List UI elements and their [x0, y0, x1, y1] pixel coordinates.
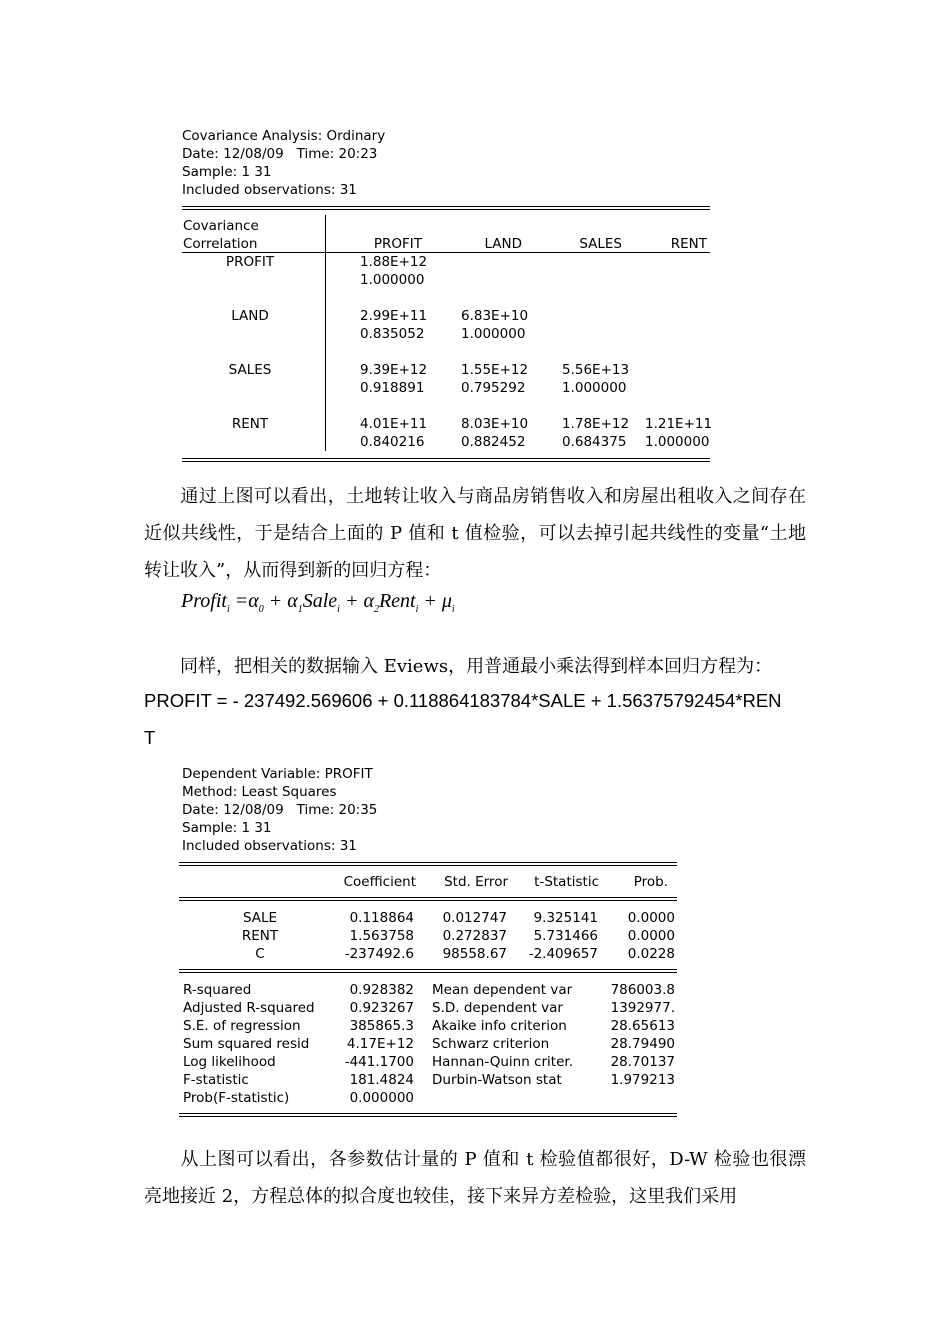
ls-prob: 0.0000 [627, 928, 675, 944]
ls-coefficient: 1.563758 [349, 928, 414, 944]
paragraph-3-text: 从上图可以看出，各参数估计量的 P 值和 t 检验值都很好，D-W 检验也很漂亮地接近 2，方程总体的拟合度也较佳，接下来异方差检验，这里我们采用 [144, 1149, 806, 1207]
cov-cell: 1.000000 [645, 434, 710, 450]
ls-top-rule [179, 862, 677, 866]
cov-divider [325, 215, 326, 451]
ls-stat-value: 1.979213 [610, 1072, 675, 1088]
ls-stat-value: 786003.8 [610, 982, 675, 998]
ls-stat-label: Prob(F-statistic) [183, 1090, 290, 1106]
paragraph-1 [144, 478, 806, 589]
cov-cell: 1.000000 [360, 272, 425, 288]
ls-stat-label: F-statistic [183, 1072, 249, 1088]
ls-var-name: SALE [242, 910, 278, 926]
paragraph-2 [144, 648, 806, 685]
cov-cell: 0.684375 [562, 434, 627, 450]
paragraph-3 [144, 1141, 806, 1215]
cov-row-label: SALES [228, 362, 272, 378]
cov-header [182, 127, 385, 199]
estimated-equation-cont: T [144, 727, 156, 748]
cov-cell: 1.78E+12 [562, 416, 630, 432]
ls-stat-label: Adjusted R-squared [183, 1000, 315, 1016]
ls-header-line: Included observations: 31 [182, 838, 357, 854]
cov-cell: 0.795292 [461, 380, 526, 396]
cov-cell: 1.21E+11 [645, 416, 713, 432]
ls-stat-label: Sum squared resid [183, 1036, 310, 1052]
ls-t-stat: 9.325141 [533, 910, 598, 926]
cov-cell: 9.39E+12 [360, 362, 428, 378]
ls-bottom-rule [179, 1113, 677, 1117]
estimated-equation: PROFIT = - 237492.569606 + 0.118864183784*SALE + 1.56375792454*REN [144, 690, 782, 711]
ls-std-error: 98558.67 [442, 946, 507, 962]
ls-header-line: Date: 12/08/09 Time: 20:35 [182, 802, 378, 818]
ls-col-header: Coefficient [343, 874, 416, 890]
cov-bottom-rule [182, 458, 710, 462]
ls-coefficient: -237492.6 [344, 946, 414, 962]
ls-stat-label: Log likelihood [183, 1054, 276, 1070]
cov-cell: 1.000000 [562, 380, 627, 396]
cov-col-header: RENT [670, 236, 707, 252]
ls-t-stat: -2.409657 [528, 946, 598, 962]
ls-var-name: RENT [241, 928, 279, 944]
ls-stat-value: 181.4824 [349, 1072, 414, 1088]
ls-stat-value: 385865.3 [349, 1018, 414, 1034]
ls-stat-value: 28.70137 [610, 1054, 675, 1070]
ls-stat-value: 1392977. [610, 1000, 675, 1016]
ls-stat-value: -441.1700 [344, 1054, 414, 1070]
ls-stat-value: 0.000000 [349, 1090, 414, 1106]
ls-stat-label: R-squared [183, 982, 252, 998]
ls-header-line: Method: Least Squares [182, 784, 337, 800]
ls-stat-value: 28.79490 [610, 1036, 675, 1052]
cov-header-line: Included observations: 31 [182, 182, 357, 198]
cov-cell: 5.56E+13 [562, 362, 630, 378]
ls-var-name: C [255, 946, 265, 962]
ls-col-header: Prob. [633, 874, 668, 890]
paragraph-1-text: 通过上图可以看出，土地转让收入与商品房销售收入和房屋出租收入之间存在近似共线性，于是结合上面的 P 值和 t 值检验，可以去掉引起共线性的变量“土地转让收入”，从而得到新的回归方程： [144, 486, 806, 581]
cov-cell: 6.83E+10 [461, 308, 529, 324]
ls-stat-label: Akaike info criterion [432, 1018, 567, 1034]
cov-header-line: Sample: 1 31 [182, 164, 272, 180]
cov-col-header: PROFIT [373, 236, 422, 252]
cov-cell: 2.99E+11 [360, 308, 428, 324]
ls-prob: 0.0228 [627, 946, 675, 962]
ls-std-error: 0.012747 [442, 910, 507, 926]
ls-mid-rule [179, 969, 677, 973]
ls-col-header: t-Statistic [534, 874, 599, 890]
cov-row-label: PROFIT [225, 254, 275, 270]
ls-std-error: 0.272837 [442, 928, 507, 944]
cov-cell: 0.882452 [461, 434, 526, 450]
cov-corner-label: Covariance [183, 218, 259, 234]
ls-header-line: Sample: 1 31 [182, 820, 272, 836]
cov-cell: 8.03E+10 [461, 416, 529, 432]
cov-cell: 1.88E+12 [360, 254, 428, 270]
regression-formula: Profit$_i$ $=\alpha_0$ + $\alpha_1Sale_i$ + $\alpha_2Rent_i + \mu_i$ [181, 590, 455, 615]
paragraph-2-text: 同样，把相关的数据输入 Eviews，用普通最小乘法得到样本回归方程为： [180, 656, 773, 677]
ls-col-header: Std. Error [444, 874, 508, 890]
ls-header-line: Dependent Variable: PROFIT [182, 766, 373, 782]
cov-corner-label: Correlation [183, 236, 258, 252]
ls-coefficient: 0.118864 [349, 910, 414, 926]
cov-cell: 0.918891 [360, 380, 425, 396]
ls-stat-value: 0.928382 [349, 982, 414, 998]
cov-cell: 1.55E+12 [461, 362, 529, 378]
ls-prob: 0.0000 [627, 910, 675, 926]
cov-cell: 0.840216 [360, 434, 425, 450]
ls-stat-value: 28.65613 [610, 1018, 675, 1034]
ls-stat-label: S.D. dependent var [432, 1000, 563, 1016]
ls-stat-label: Schwarz criterion [432, 1036, 550, 1052]
cov-cell: 4.01E+11 [360, 416, 428, 432]
cov-row-label: LAND [231, 308, 269, 324]
ls-t-stat: 5.731466 [533, 928, 598, 944]
cov-header-line: Date: 12/08/09 Time: 20:23 [182, 146, 378, 162]
ls-stat-label: Mean dependent var [432, 982, 573, 998]
cov-col-header: SALES [579, 236, 622, 252]
cov-top-rule [182, 206, 710, 210]
ls-stat-label: S.E. of regression [183, 1018, 301, 1034]
cov-cell: 0.835052 [360, 326, 425, 342]
ls-stat-value: 0.923267 [349, 1000, 414, 1016]
ls-stat-value: 4.17E+12 [346, 1036, 414, 1052]
ls-header [182, 765, 377, 855]
cov-row-label: RENT [231, 416, 269, 432]
ls-header-rule [179, 897, 677, 901]
cov-header-line: Covariance Analysis: Ordinary [182, 128, 386, 144]
cov-col-header: LAND [484, 236, 522, 252]
ls-stat-label: Durbin-Watson stat [432, 1072, 562, 1088]
ls-stat-label: Hannan-Quinn criter. [432, 1054, 573, 1070]
cov-cell: 1.000000 [461, 326, 526, 342]
